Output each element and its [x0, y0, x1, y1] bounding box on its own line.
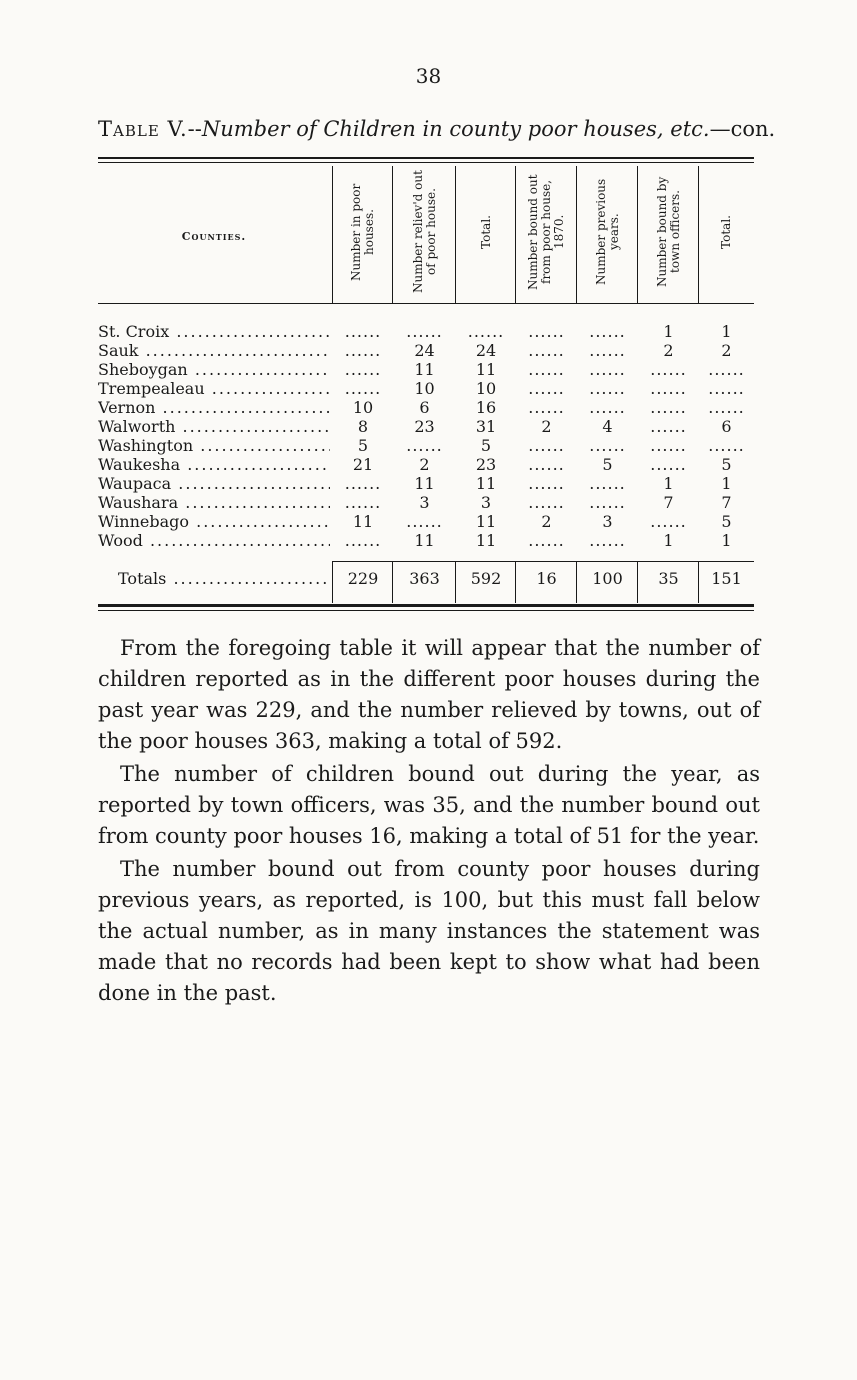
table-row	[98, 455, 758, 474]
header-divider	[698, 166, 699, 303]
county-name: St. Croix .....	[98, 322, 330, 341]
county-name: Waupaca .....	[98, 474, 330, 493]
table-cell	[333, 531, 393, 550]
table-cell: 10	[352, 398, 374, 417]
table-cell	[577, 322, 638, 341]
table-row	[98, 493, 758, 512]
table-cell: 23	[475, 455, 497, 474]
table-cell: 3	[602, 512, 613, 531]
table-cell: 11	[475, 512, 497, 531]
column-header-text: Number in poor houses.	[349, 183, 376, 281]
table-cell	[638, 436, 699, 455]
table-cell	[516, 531, 577, 550]
table-label: Table V.	[98, 117, 188, 141]
table-row	[98, 417, 758, 436]
table-cell	[577, 360, 638, 379]
county-name: Sheboygan .....	[98, 360, 330, 379]
county-name: Sauk .....	[98, 341, 330, 360]
table-cell: 5	[357, 436, 369, 455]
column-header-text: Number reliev'd out of poor house.	[410, 170, 438, 294]
title-suffix: —con.	[709, 117, 776, 141]
table-cell	[577, 341, 638, 360]
table-cell	[577, 379, 638, 398]
table-cell	[699, 360, 754, 379]
table-cell	[333, 379, 393, 398]
totals-row	[98, 568, 758, 590]
table-cell	[638, 417, 699, 436]
table-cell	[516, 436, 577, 455]
table-cell	[333, 341, 393, 360]
table-cell: 5	[721, 455, 732, 474]
table-cell	[638, 512, 699, 531]
header-bottom-rule	[98, 303, 754, 304]
table-top-rule-thin	[98, 162, 754, 163]
table-cell	[699, 379, 754, 398]
table-cell	[638, 398, 699, 417]
column-header-text: Total.	[719, 215, 733, 249]
table-row	[98, 322, 758, 341]
table-cell	[577, 493, 638, 512]
table-cell: 24	[475, 341, 497, 360]
table-cell: 8	[357, 417, 369, 436]
column-header-2	[393, 166, 456, 298]
table-cell: 10	[414, 379, 435, 398]
column-header-7	[699, 166, 754, 298]
table-cell: 2	[663, 341, 674, 360]
paragraph: The number of children bound out during the year, as reported by town officers, was 35, and the number bound out from county poor houses 16, making a total of 51 for the year.	[98, 762, 760, 848]
table-cell: 5	[602, 455, 613, 474]
table-cell: 10	[475, 379, 497, 398]
column-header-1	[333, 166, 393, 298]
header-divider	[332, 166, 333, 303]
table-cell: 24	[414, 341, 435, 360]
totals-cell: 592	[470, 569, 502, 588]
table-cell	[516, 474, 577, 493]
table-cell	[456, 322, 516, 341]
table-cell: 2	[541, 417, 552, 436]
table-cell: 4	[602, 417, 613, 436]
body-text	[98, 633, 760, 1011]
header-divider	[515, 166, 516, 303]
table-cell: 3	[419, 493, 430, 512]
table-cell: 7	[663, 493, 674, 512]
table-cell: 5	[721, 512, 732, 531]
table-cell: 31	[475, 417, 497, 436]
county-name: Washington .....	[98, 436, 330, 455]
table-row	[98, 531, 758, 550]
table-cell	[333, 322, 393, 341]
table-top-rule	[98, 157, 754, 159]
table-cell: 1	[721, 474, 732, 493]
table-row	[98, 379, 758, 398]
county-name: Vernon .....	[98, 398, 330, 417]
column-header-text: Number bound by town officers.	[654, 176, 682, 288]
table-cell: 11	[475, 474, 497, 493]
table-cell: 23	[414, 417, 435, 436]
page-number: 38	[415, 64, 442, 88]
table-cell: 2	[419, 455, 430, 474]
table-row	[98, 474, 758, 493]
table-cell: 5	[480, 436, 492, 455]
totals-cell: 151	[711, 569, 742, 588]
table-cell	[333, 360, 393, 379]
table-cell: 2	[541, 512, 552, 531]
totals-label: Totals .....	[118, 568, 330, 590]
table-cell: 1	[721, 322, 732, 341]
column-header-text: Number bound out from poor house, 1870.	[526, 174, 566, 290]
table-cell	[577, 474, 638, 493]
table-cell: 1	[663, 474, 674, 493]
table-cell	[577, 398, 638, 417]
county-name: Trempealeau .....	[98, 379, 330, 398]
table-cell	[393, 322, 456, 341]
table-cell: 6	[419, 398, 430, 417]
county-name: Waukesha .....	[98, 455, 330, 474]
header-divider	[637, 166, 638, 303]
table-cell: 11	[414, 360, 435, 379]
table-cell: 11	[475, 531, 497, 550]
table-cell: 3	[480, 493, 492, 512]
table-cell	[577, 436, 638, 455]
table-row	[98, 341, 758, 360]
table-cell	[516, 398, 577, 417]
totals-cell: 363	[409, 569, 440, 588]
table-cell	[393, 436, 456, 455]
paragraph: From the foregoing table it will appear that the number of children reported as in the different poor houses during the past year was 229, and the number relieved by towns, out of the poor houses 363, making a total of 592.	[98, 636, 760, 753]
table-cell	[516, 455, 577, 474]
county-name: Waushara .....	[98, 493, 330, 512]
table-cell: 11	[414, 531, 435, 550]
table-cell: 7	[721, 493, 732, 512]
header-counties: Counties.	[181, 230, 247, 243]
column-header-4	[516, 166, 577, 298]
table-caption: Number of Children in county poor houses, etc.	[201, 117, 710, 141]
table-cell	[699, 436, 754, 455]
table-cell	[699, 398, 754, 417]
table-cell: 16	[475, 398, 497, 417]
totals-cell: 100	[592, 569, 623, 588]
totals-cell: 229	[347, 569, 379, 588]
county-name: Winnebago .....	[98, 512, 330, 531]
header-divider	[392, 166, 393, 303]
table-cell: 11	[414, 474, 435, 493]
table-cell: 21	[352, 455, 374, 474]
table-row	[98, 360, 758, 379]
header-divider	[455, 166, 456, 303]
table-cell	[333, 493, 393, 512]
table-cell: 1	[721, 531, 732, 550]
table-title	[98, 117, 776, 141]
table-cell	[393, 512, 456, 531]
table-cell	[333, 474, 393, 493]
table-cell	[577, 531, 638, 550]
table-cell	[638, 379, 699, 398]
title-dash: --	[187, 117, 202, 141]
totals-cell: 35	[658, 569, 679, 588]
table-cell: 6	[721, 417, 732, 436]
table-cell: 11	[475, 360, 497, 379]
paragraph: The number bound out from county poor houses during previous years, as reported, is 100, but this must fall below the actual number, as in many instances the statement was made that no records had been kept to show what had been done in the past.	[98, 857, 760, 1005]
table-cell: 11	[352, 512, 374, 531]
header-divider	[576, 166, 577, 303]
table-cell	[516, 322, 577, 341]
column-header-text: Total.	[478, 215, 493, 249]
county-name: Walworth .....	[98, 417, 330, 436]
table-row	[98, 512, 758, 531]
column-header-6	[638, 166, 699, 298]
totals-rule	[332, 561, 754, 562]
column-header-text: Number previous years.	[593, 178, 621, 286]
table-cell	[638, 455, 699, 474]
table-cell	[516, 360, 577, 379]
table-cell	[638, 360, 699, 379]
table-cell	[516, 341, 577, 360]
table-cell	[516, 493, 577, 512]
table-bottom-rule-thin	[98, 610, 754, 611]
table-cell: 2	[721, 341, 732, 360]
column-header-5	[577, 166, 638, 298]
county-name: Wood .....	[98, 531, 330, 550]
table-cell: 1	[663, 322, 674, 341]
table-cell: 1	[663, 531, 674, 550]
column-header-3	[456, 166, 516, 298]
table-bottom-rule	[98, 604, 754, 607]
table-row	[98, 398, 758, 417]
table-cell	[516, 379, 577, 398]
totals-cell: 16	[536, 569, 557, 588]
table-row	[98, 436, 758, 455]
